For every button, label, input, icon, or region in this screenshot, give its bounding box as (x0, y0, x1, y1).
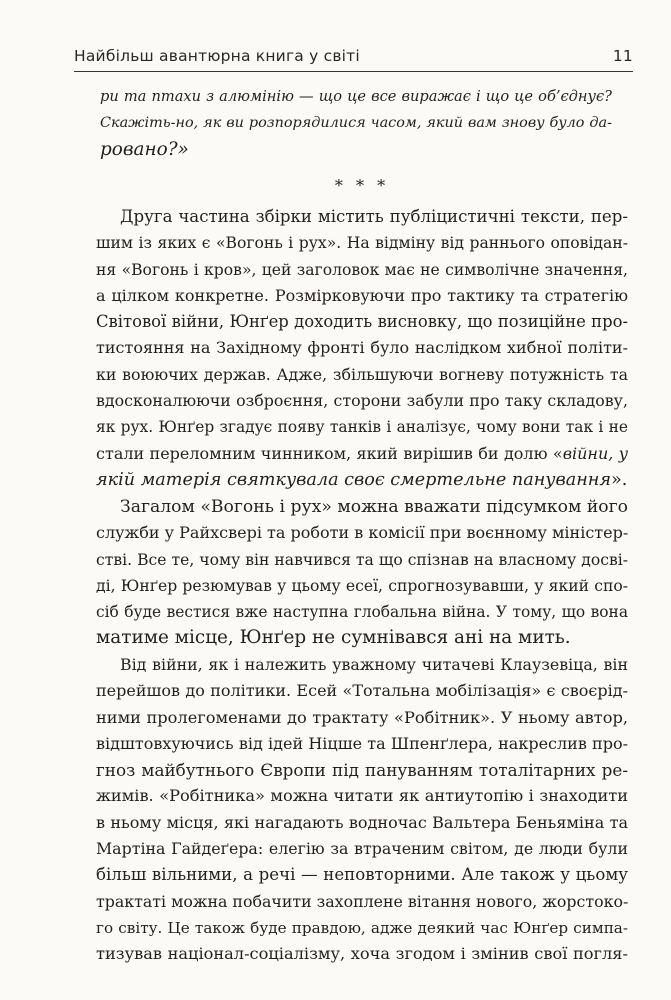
paragraph-1 (96, 204, 628, 493)
text-segment: стали переломним чинником, який вирішив би долю « (96, 443, 563, 463)
page-number: 11 (612, 47, 633, 65)
text-line: тизував націонал-соціалізму, хоча згодом і змінив свої погля- (96, 944, 628, 964)
text-line: ними пролегоменами до трактату «Робітник». У ньому автор, (96, 707, 628, 727)
italic-quote: якій матерія святкувала своє смертельне панування (96, 469, 612, 490)
text-line: тистояння на Західному фронті було наслідком хибної політи- (96, 338, 628, 358)
text-line: а цілком конкретне. Розмірковуючи про тактику та стратегію (96, 285, 628, 305)
text-line: жимів. «Робітника» можна читати як антиутопію і знаходити (96, 786, 628, 806)
text-line: стві. Все те, чому він навчився та що спізнав на власному досві- (96, 550, 628, 569)
quote-line: ри та птахи з алюмінію — що це все виражає і що це об’єднує? (100, 88, 612, 105)
text-line: Мартіна Гайдеґера: елегію за втраченим світом, де люди були (96, 839, 628, 859)
text-line: ді, Юнґер резюмував у цьому есеї, спрогнозувавши, у який спо- (96, 576, 628, 595)
text-segment: ». (611, 469, 628, 490)
text-line: матиме місце, Юнґер не сумнівався ані на мить. (96, 627, 571, 649)
paragraph-2 (96, 494, 628, 652)
header-rule (74, 71, 633, 72)
text-line: Загалом «Вогонь і рух» можна вважати підсумком його (120, 497, 628, 517)
text-line: служби у Райхсвері та роботи в комісії при воєнному міністер- (96, 523, 629, 543)
text-line: ня «Вогонь і кров», цей заголовок має не символічне значення, (96, 260, 628, 279)
running-title: Найбільш авантюрна книга у світі (74, 47, 360, 65)
text-line (96, 467, 628, 493)
quote-line: ровано?» (100, 138, 189, 160)
text-line: як рух. Юнґер згадує появу танків і аналізує, чому вони так і не (96, 418, 628, 437)
italic-quote: війни, у (562, 443, 629, 463)
text-line: гноз майбутнього Європи під пануванням тоталітарних ре- (96, 760, 628, 781)
paragraph-3 (96, 652, 628, 968)
text-line: в ньому місця, які нагадають водночас Вальтера Беньяміна та (96, 812, 628, 832)
text-line: Друга частина збірки містить публіцистичні тексти, пер- (120, 207, 628, 226)
text-line: го світу. Це також буде правдою, адже деякий час Юнґер симпа- (96, 918, 628, 937)
text-line: відштовхуючись від ідей Ніцше та Шпенґлера, накреслив про- (96, 733, 628, 753)
text-line: перейшов до політики. Есей «Тотальна мобілізація» є своєрід- (96, 681, 628, 701)
text-line: Світової війни, Юнґер доходить висновку, що позиційне про- (96, 312, 628, 332)
section-separator: * * * (334, 176, 390, 195)
text-line: шим із яких є «Вогонь і рух». На відміну від раннього оповідан- (96, 234, 628, 253)
text-line: більш вільними, а речі — неповторними. Але також у цьому (96, 865, 628, 885)
text-line: ки воюючих держав. Адже, збільшуючи вогневу потужність та (96, 364, 628, 384)
text-line (96, 441, 628, 467)
quote-continuation (100, 84, 612, 163)
running-header (74, 44, 633, 70)
text-line: Від війни, як і належить уважному читачеві Клаузевіца, він (120, 655, 628, 674)
text-line: трактаті можна побачити захоплене вітання нового, жорстоко- (96, 891, 629, 911)
text-line: вдосконалюючи озброєння, сторони забули про таку складову, (96, 391, 628, 411)
quote-line: Скажіть-но, як ви розпорядилися часом, який вам знову було да- (100, 115, 612, 132)
text-line: сіб буде вестися вже наступна глобальна війна. У тому, що вона (96, 603, 628, 622)
